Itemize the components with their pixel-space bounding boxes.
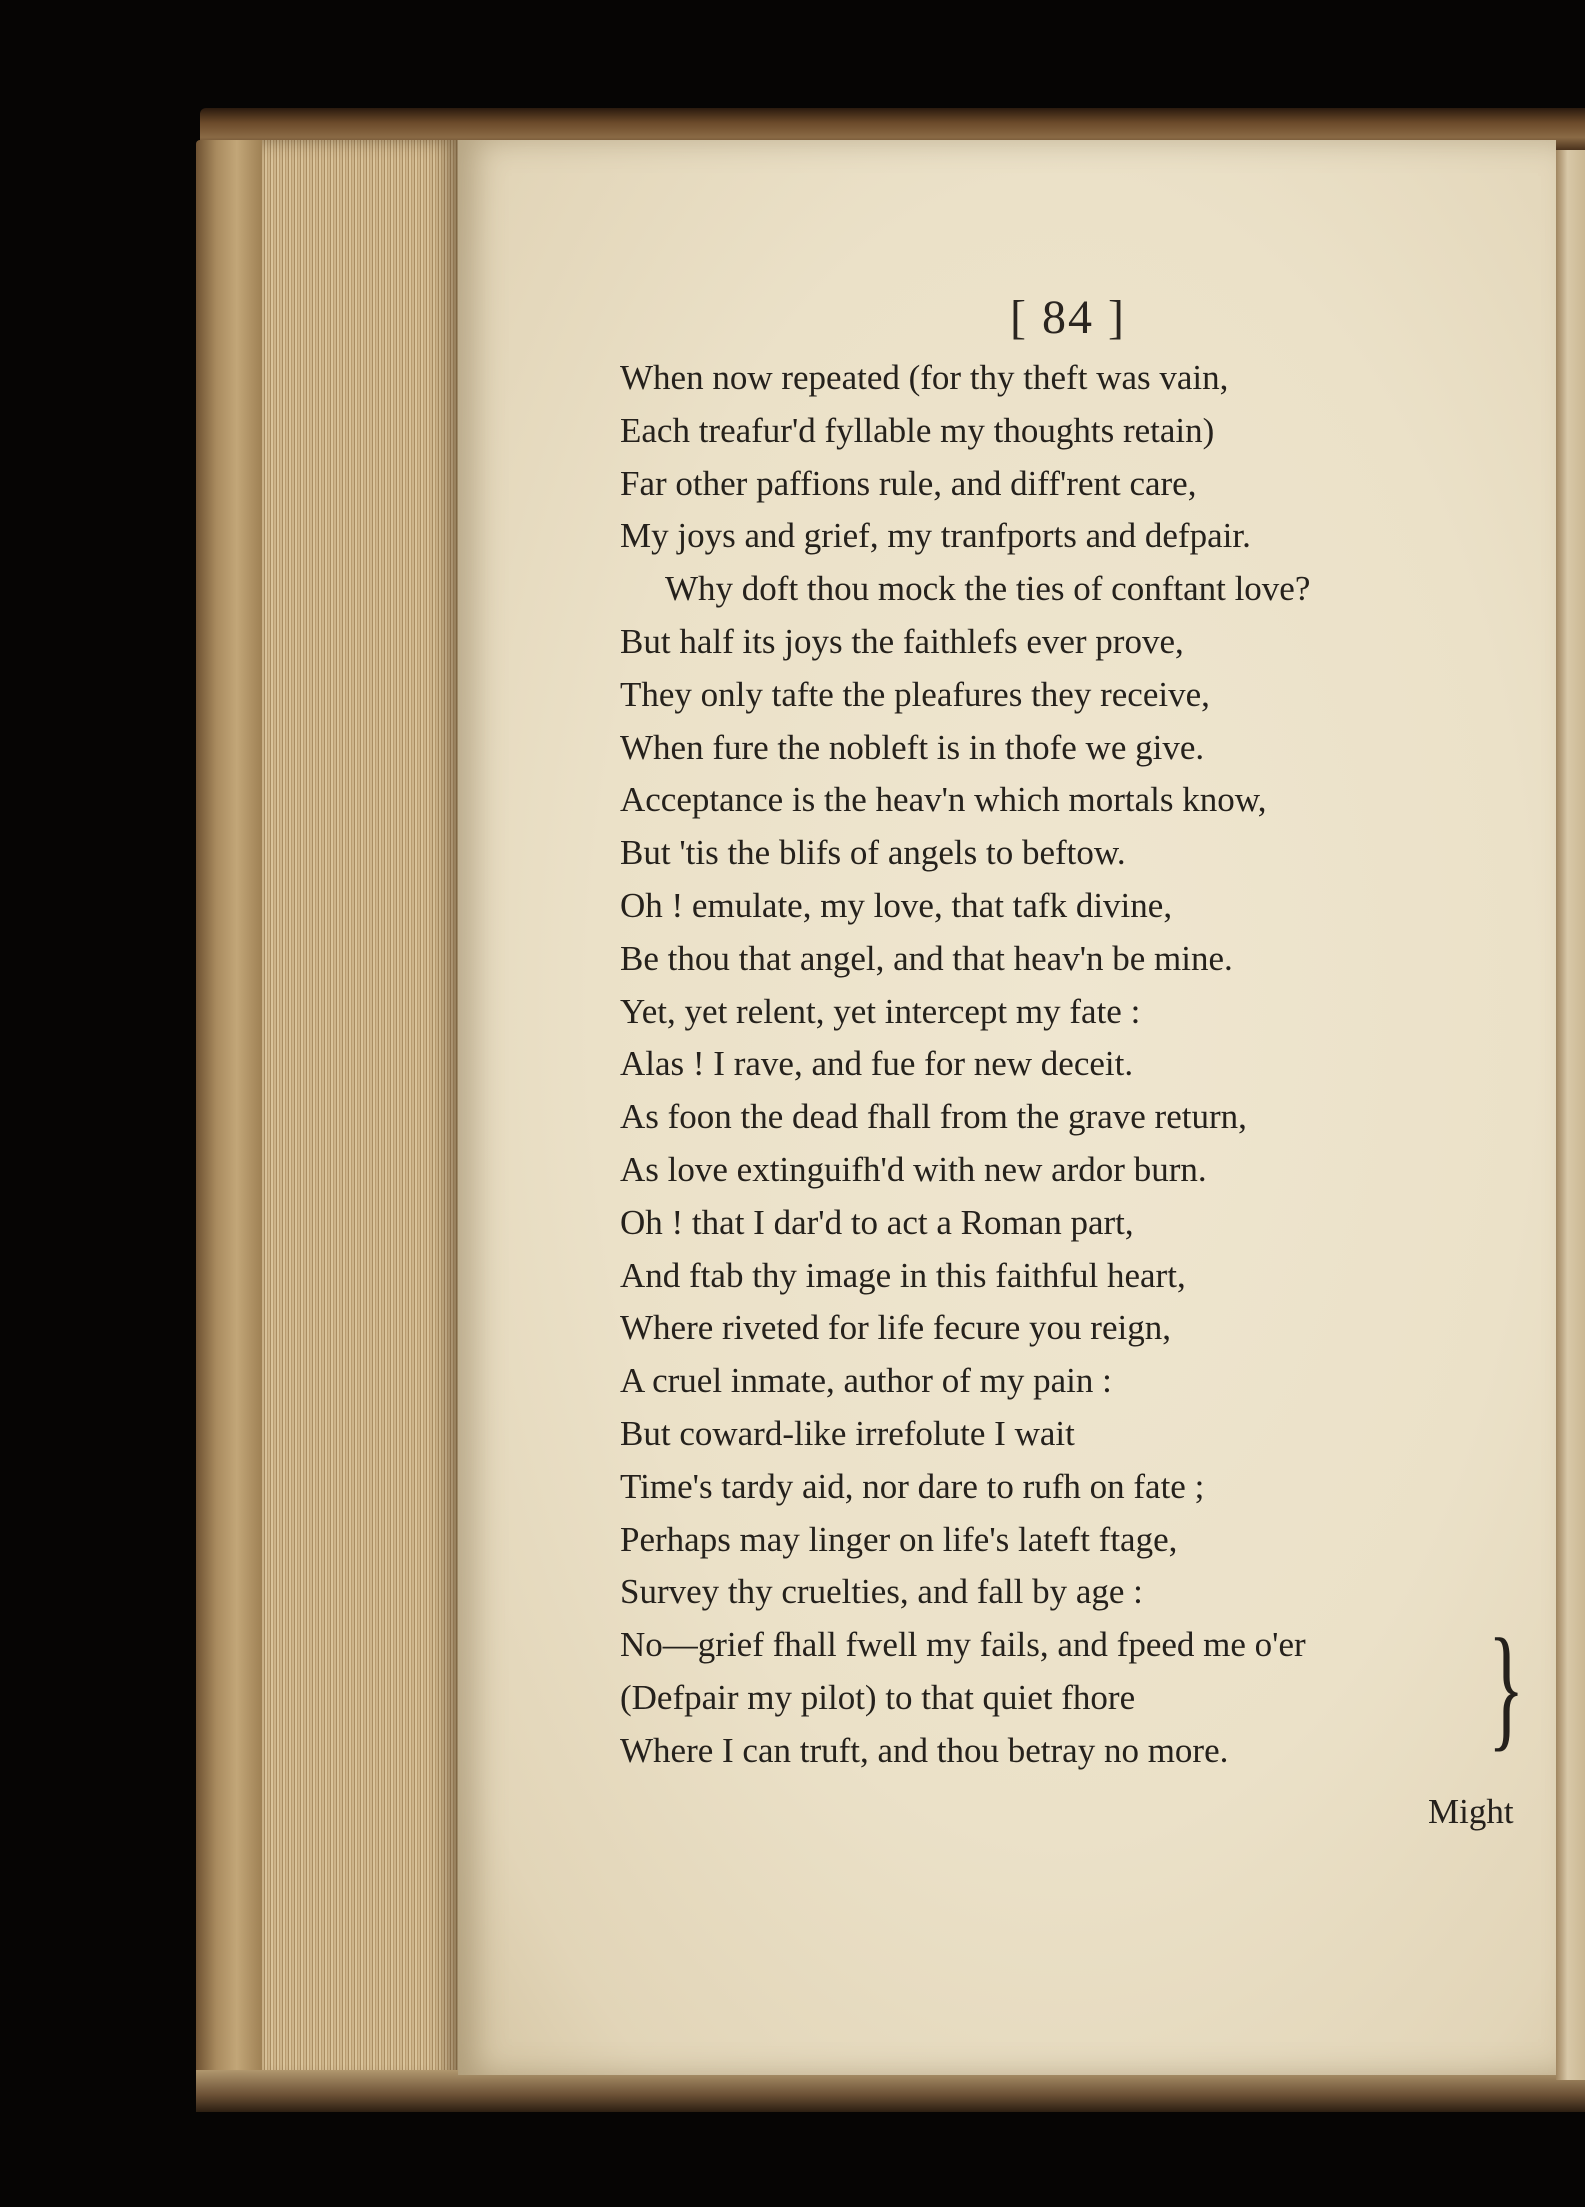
poem-line: A cruel inmate, author of my pain : (620, 1361, 1112, 1401)
poem-line: When now repeated (for thy theft was vain, (620, 358, 1229, 397)
page-edges-stack (262, 140, 460, 2085)
poem-line: Be thou that angel, and that heav'n be mine. (620, 938, 1233, 978)
poem-line: Perhaps may linger on life's lateft ftage, (620, 1519, 1178, 1559)
poem-line: As foon the dead fhall from the grave return, (620, 1097, 1247, 1137)
catchword: Might (1428, 1792, 1514, 1831)
triplet-brace-icon: } (1488, 1610, 1525, 1763)
page-number: [ 84 ] (1010, 291, 1126, 344)
poem-line: Alas ! I rave, and fue for new deceit. (620, 1044, 1134, 1084)
poem-line: Far other paffions rule, and diff'rent care, (620, 463, 1197, 503)
poem-line: (Defpair my pilot) to that quiet fhore (620, 1677, 1136, 1717)
poem-line: But 'tis the blifs of angels to beftow. (620, 833, 1126, 873)
poem-line: Oh ! emulate, my love, that tafk divine, (620, 885, 1173, 925)
poem-line: Time's tardy aid, nor dare to rufh on fate ; (620, 1466, 1205, 1506)
poem-line: Where I can truft, and thou betray no more. (620, 1730, 1229, 1770)
poem-line: Acceptance is the heav'n which mortals know, (620, 780, 1267, 820)
next-page-sliver (1556, 150, 1585, 2080)
poem-line: Where riveted for life fecure you reign, (620, 1308, 1171, 1348)
poem-line: My joys and grief, my tranfports and defpair. (620, 516, 1251, 556)
poem-line: Survey thy cruelties, and fall by age : (620, 1572, 1143, 1612)
poem-line: But coward-like irrefolute I wait (620, 1413, 1075, 1453)
poem-text (620, 352, 1540, 1778)
poem-line: And ftab thy image in this faithful heart, (620, 1255, 1186, 1295)
poem-line: Yet, yet relent, yet intercept my fate : (620, 991, 1141, 1031)
poem-line: But half its joys the faithlefs ever prove, (620, 621, 1184, 661)
poem-line: They only tafte the pleafures they receive, (620, 674, 1210, 714)
poem-line: Why doft thou mock the ties of conftant love? (665, 569, 1311, 609)
poem-line: No—grief fhall fwell my fails, and fpeed me o'er (620, 1625, 1306, 1665)
book-foot-edge (196, 2070, 1585, 2112)
poem-line: Oh ! that I dar'd to act a Roman part, (620, 1202, 1134, 1242)
poem-line: As love extinguifh'd with new ardor burn. (620, 1149, 1207, 1189)
poem-line: When fure the nobleft is in thofe we give. (620, 727, 1205, 767)
book-cover-edge (196, 140, 264, 2095)
poem-line: Each treafur'd fyllable my thoughts retain) (620, 410, 1215, 450)
